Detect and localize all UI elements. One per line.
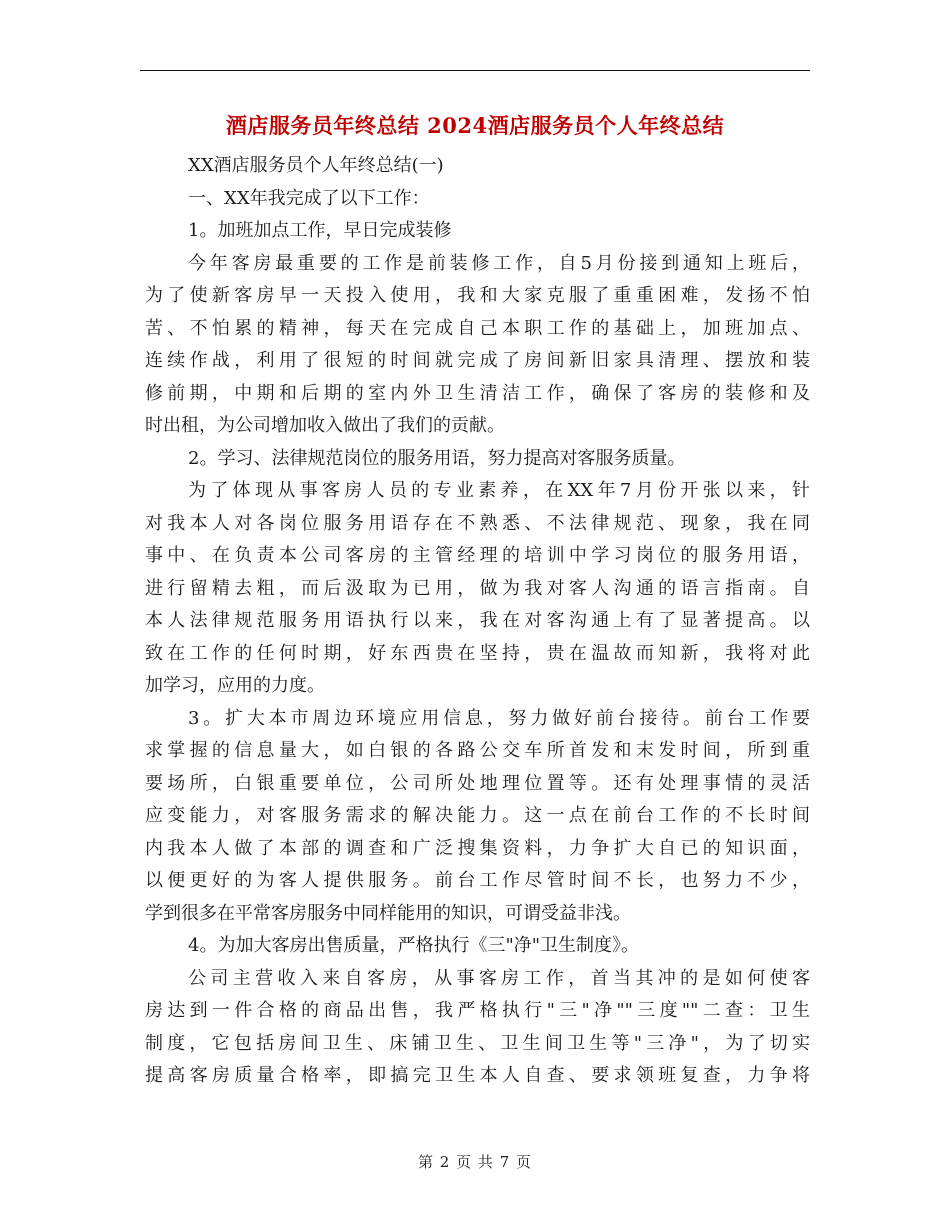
text-line: 时出租，为公司增加收入做出了我们的贡献。 (145, 415, 505, 436)
page-number: 第 2 页 共 7 页 (418, 1153, 532, 1171)
text-line: 致在工作的任何时期，好东西贵在坚持，贵在温故而知新，我将对此 (145, 642, 810, 664)
text-line: 修前期，中期和后期的室内外卫生清洁工作，确保了客房的装修和及 (145, 382, 810, 404)
text-line: 本人法律规范服务用语执行以来，我在对客沟通上有了显著提高。以 (145, 610, 810, 631)
text-line: 3。扩大本市周边环境应用信息，努力做好前台接待。前台工作要 (188, 707, 810, 729)
text-line: 内我本人做了本部的调查和广泛搜集资料，力争扩大自已的知识面， (145, 837, 810, 859)
text-line: 进行留精去粗，而后汲取为已用，做为我对客人沟通的语言指南。自 (145, 577, 810, 599)
text-line: 提高客房质量合格率，即搞完卫生本人自查、要求领班复查，力争将 (145, 1065, 810, 1086)
text-line: 为了体现从事客房人员的专业素养，在XX年7月份开张以来，针 (188, 480, 810, 501)
text-line: 应变能力，对客服务需求的解决能力。这一点在前台工作的不长时间 (145, 805, 810, 826)
text-line: 苦、不怕累的精神，每天在完成自己本职工作的基础上，加班加点、 (145, 317, 810, 339)
text-line: 为了使新客房早一天投入使用，我和大家克服了重重困难，发扬不怕 (145, 285, 810, 306)
document-body (145, 150, 810, 1093)
header-rule (140, 70, 810, 71)
text-line: 连续作战，利用了很短的时间就完成了房间新旧家具清理、摆放和装 (145, 350, 810, 371)
text-line: 今年客房最重要的工作是前装修工作，自5月份接到通知上班后， (188, 252, 810, 274)
text-line: 对我本人对各岗位服务用语存在不熟悉、不法律规范、现象，我在同 (145, 512, 810, 534)
text-line: 制度，它包括房间卫生、床铺卫生、卫生间卫生等"三净"，为了切实 (145, 1032, 810, 1054)
text-line: 4。为加大客房出售质量，严格执行《三"净"卫生制度》。 (188, 935, 640, 956)
text-line: 一、XX年我完成了以下工作： (188, 187, 430, 209)
document-title: 酒店服务员年终总结 2024酒店服务员个人年终总结 (225, 113, 725, 138)
text-line: 事中、在负责本公司客房的主管经理的培训中学习岗位的服务用语， (145, 545, 810, 566)
text-line: 要场所，白银重要单位，公司所处地理位置等。还有处理事情的灵活 (145, 772, 810, 794)
text-line: 学到很多在平常客房服务中同样能用的知识，可谓受益非浅。 (145, 902, 631, 924)
text-line: 以便更好的为客人提供服务。前台工作尽管时间不长，也努力不少， (145, 870, 810, 891)
text-line: 1。加班加点工作，早日完成装修 (188, 220, 452, 241)
text-line: 公司主营收入来自客房，从事客房工作，首当其冲的是如何使客 (188, 967, 810, 989)
text-line: 求掌握的信息量大，如白银的各路公交车所首发和末发时间，所到重 (145, 740, 810, 761)
text-line: XX酒店服务员个人年终总结(一) (188, 155, 444, 176)
text-line: 房达到一件合格的商品出售，我严格执行"三"净""三度""二查：卫生 (145, 1000, 810, 1021)
text-line: 2。学习、法律规范岗位的服务用语，努力提高对客服务质量。 (188, 447, 686, 469)
text-line: 加学习，应用的力度。 (145, 675, 325, 696)
